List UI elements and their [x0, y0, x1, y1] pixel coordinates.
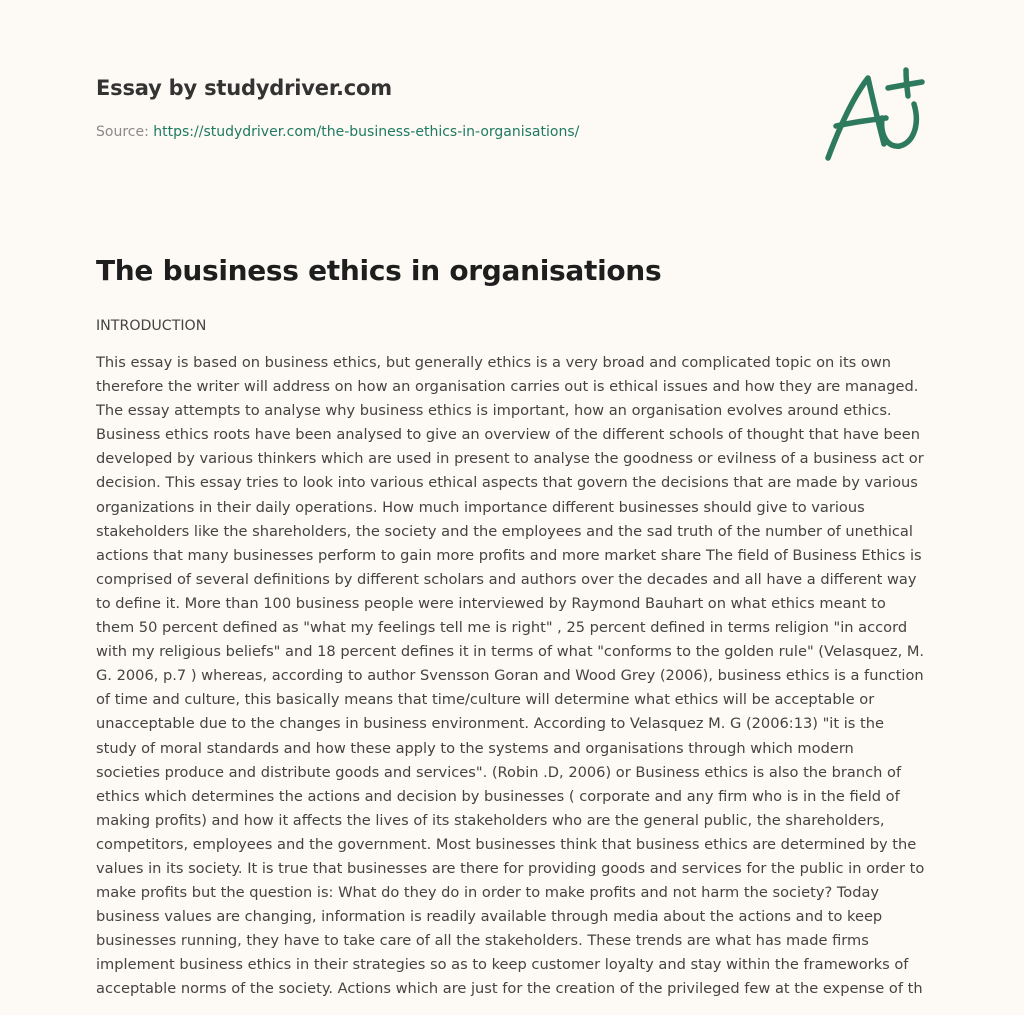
body-line: The essay attempts to analyse why business ethics is important, how an organisation evolves around ethics.: [96, 402, 892, 420]
body-line: ethics which determines the actions and decision by businesses ( corporate and any firm who is in the field of: [96, 787, 900, 805]
source-line: [96, 124, 579, 140]
source-link[interactable]: https://studydriver.com/the-business-ethics-in-organisations/: [153, 124, 580, 140]
source-label: Source:: [96, 124, 149, 140]
body-line: with my religious beliefs" and 18 percent defines it in terms of what "conforms to the golden rule" (Velasquez, M.: [96, 643, 925, 661]
body-line: values in its society. It is true that businesses are there for providing goods and services for the public in order to: [96, 859, 925, 877]
body-line: actions that many businesses perform to gain more profits and more market share The field of Business Ethics is: [96, 546, 922, 564]
body-line: comprised of several definitions by different scholars and authors over the decades and all have a different way: [96, 570, 917, 588]
body-line: Business ethics roots have been analysed to give an overview of the different schools of thought that have been: [96, 426, 920, 444]
body-line: make profits but the question is: What do they do in order to make profits and not harm the society? Today: [96, 884, 880, 902]
section-heading: INTRODUCTION: [96, 318, 207, 334]
body-line: This essay is based on business ethics, but generally ethics is a very broad and complicated topic on its own: [96, 354, 892, 371]
body-line: competitors, employees and the government. Most businesses think that business ethics are determined by the: [96, 835, 917, 853]
site-title: Essay by studydriver.com: [96, 76, 392, 100]
body-line: developed by various thinkers which are used in present to analyse the goodness or evilness of a business act or: [96, 450, 924, 468]
body-line: of time and culture, this basically means that time/culture will determine what ethics will be acceptable or: [96, 691, 875, 709]
body-line: societies produce and distribute goods and services". (Robin .D, 2006) or Business ethics is also the branch of: [96, 763, 902, 781]
a-plus-grade-icon: [818, 66, 930, 166]
body-line: organizations in their daily operations. How much importance different businesses should give to various: [96, 498, 865, 516]
body-line: unacceptable due to the changes in business environment. According to Velasquez M. G (2006:13) "it is the: [96, 715, 884, 733]
body-line: stakeholders like the shareholders, the society and the employees and the sad truth of the number of unethical: [96, 522, 913, 540]
body-line: G. 2006, p.7 ) whereas, according to author Svensson Goran and Wood Grey (2006), business ethics is a function: [96, 667, 924, 685]
page-title: The business ethics in organisations: [96, 254, 662, 287]
body-line: acceptable norms of the society. Actions which are just for the creation of the privileged few at the expense of th: [96, 980, 923, 998]
article-body: [96, 351, 932, 1002]
body-line: business values are changing, information is readily available through media about the actions and to keep: [96, 908, 883, 926]
body-line: decision. This essay tries to look into various ethical aspects that govern the decisions that are made by various: [96, 474, 918, 492]
body-line: therefore the writer will address on how an organisation carries out is ethical issues and how they are managed.: [96, 378, 919, 396]
body-line: study of moral standards and how these apply to the systems and organisations through which modern: [96, 739, 854, 757]
body-line: making profits) and how it affects the lives of its stakeholders who are the general public, the shareholders,: [96, 811, 885, 829]
body-line: them 50 percent defined as "what my feelings tell me is right" , 25 percent defined in terms religion "in accord: [96, 619, 908, 637]
body-line: to define it. More than 100 business people were interviewed by Raymond Bauhart on what ethics meant to: [96, 594, 886, 612]
body-line: implement business ethics in their strategies so as to keep customer loyalty and stay within the frameworks of: [96, 956, 909, 974]
site-header: [96, 76, 392, 100]
body-line: businesses running, they have to take care of all the stakeholders. These trends are what has made firms: [96, 932, 869, 950]
